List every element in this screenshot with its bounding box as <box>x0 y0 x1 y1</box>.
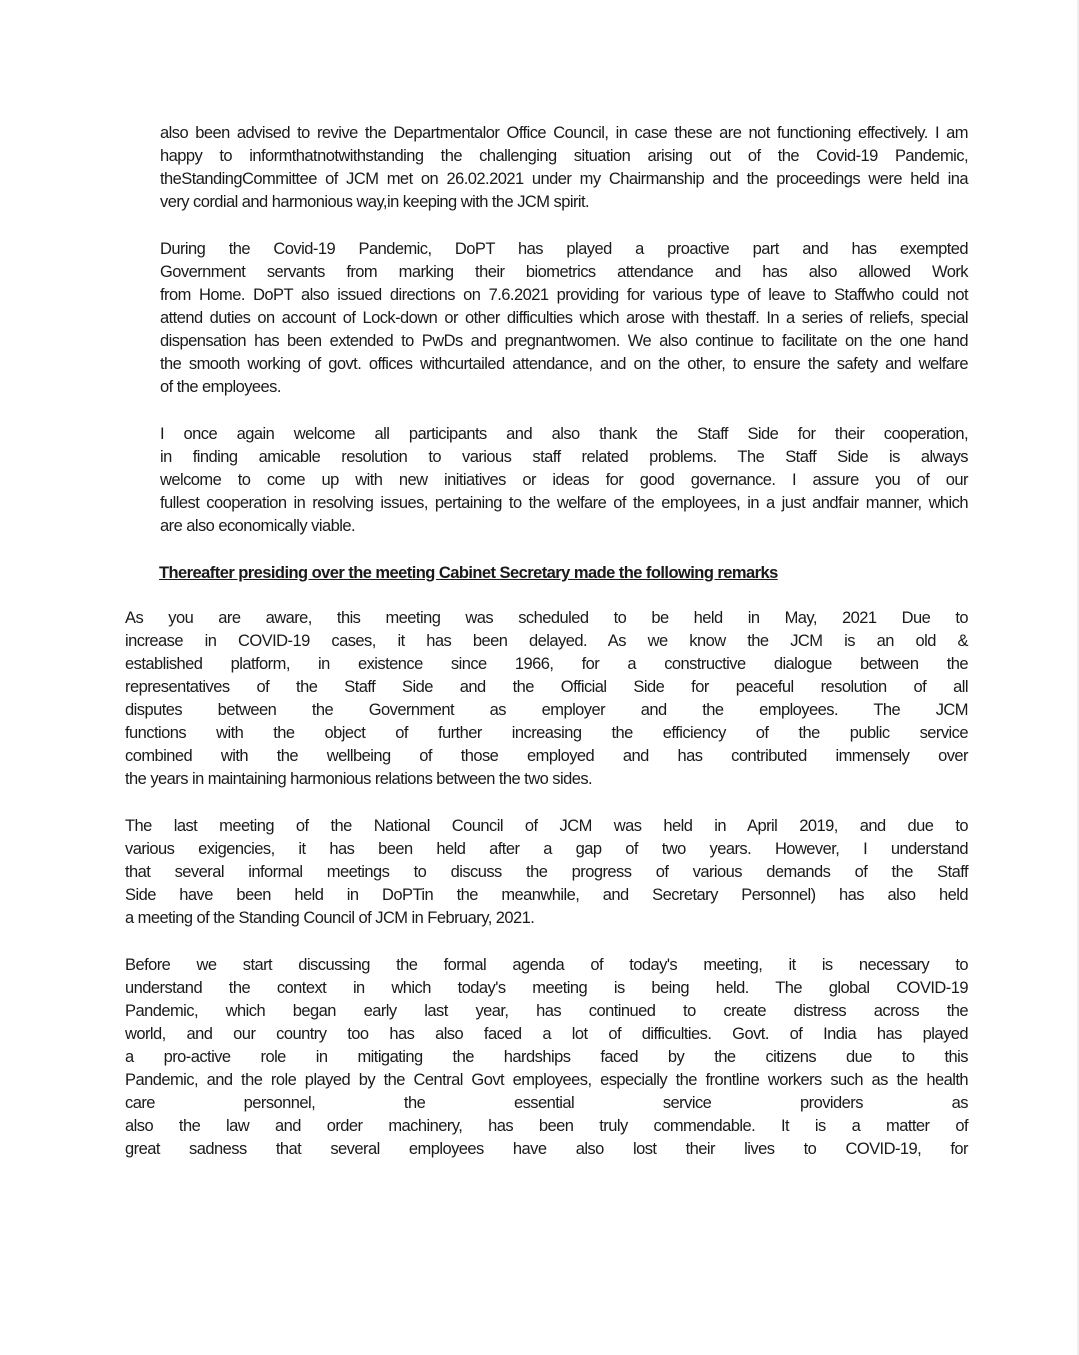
text-line: of the employees. <box>160 378 281 396</box>
text-line: During the Covid-19 Pandemic, DoPT has played a proactive part and has exempted <box>160 240 968 258</box>
text-line: dispensation has been extended to PwDs and pregnantwomen. We also continue to facilitate on the one hand <box>160 332 968 350</box>
text-line: combined with the wellbeing of those employed and has contributed immensely over <box>125 747 968 765</box>
text-line: are also economically viable. <box>160 517 355 535</box>
text-line: Before we start discussing the formal agenda of today's meeting, it is necessary to <box>125 956 968 974</box>
paragraph-dopt-covid-measures <box>160 238 968 399</box>
text-line: Government servants from marking their biometrics attendance and has also allowed Work <box>160 263 968 281</box>
text-line: great sadness that several employees have also lost their lives to COVID-19, for <box>125 1140 968 1158</box>
text-line: I once again welcome all participants and also thank the Staff Side for their cooperation, <box>160 425 968 443</box>
text-line: As you are aware, this meeting was scheduled to be held in May, 2021 Due to <box>125 609 968 627</box>
text-line: Pandemic, and the role played by the Central Govt employees, especially the frontline workers such as the health <box>125 1071 968 1089</box>
text-line: happy to informthatnotwithstanding the challenging situation arising out of the Covid-19 Pandemic, <box>160 147 968 165</box>
text-line: representatives of the Staff Side and the Official Side for peaceful resolution of all <box>125 678 968 696</box>
text-line: world, and our country too has also faced a lot of difficulties. Govt. of India has played <box>125 1025 968 1043</box>
text-line: various exigencies, it has been held after a gap of two years. However, I understand <box>125 840 968 858</box>
paragraph-meeting-schedule <box>125 607 968 791</box>
text-line: welcome to come up with new initiatives or ideas for good governance. I assure you of our <box>160 471 968 489</box>
text-line: Pandemic, which began early last year, has continued to create distress across the <box>125 1002 968 1020</box>
text-line: very cordial and harmonious way,in keeping with the JCM spirit. <box>160 193 590 211</box>
text-line: The last meeting of the National Council of JCM was held in April 2019, and due to <box>125 817 968 835</box>
text-line: attend duties on account of Lock-down or other difficulties which arose with thestaff. In a series of reliefs, special <box>160 309 968 327</box>
paragraph-covid-context <box>125 954 968 1161</box>
text-line: also the law and order machinery, has been truly commendable. It is a matter of <box>125 1117 968 1135</box>
text-line: functions with the object of further increasing the efficiency of the public service <box>125 724 968 742</box>
text-line: disputes between the Government as employer and the employees. The JCM <box>125 701 968 719</box>
text-line: increase in COVID-19 cases, it has been delayed. As we know the JCM is an old & <box>125 632 968 650</box>
section-heading: Thereafter presiding over the meeting Cabinet Secretary made the following remarks <box>159 564 778 582</box>
text-line: fullest cooperation in resolving issues, pertaining to the welfare of the employees, in a just andfair manner, which <box>160 494 968 512</box>
text-line: in finding amicable resolution to various staff related problems. The Staff Side is always <box>160 448 968 466</box>
text-line: understand the context in which today's meeting is being held. The global COVID-19 <box>125 979 968 997</box>
text-line: Side have been held in DoPTin the meanwhile, and Secretary Personnel) has also held <box>125 886 968 904</box>
text-line: established platform, in existence since 1966, for a constructive dialogue between the <box>125 655 968 673</box>
text-line: the years in maintaining harmonious relations between the two sides. <box>125 770 593 788</box>
text-line: a meeting of the Standing Council of JCM in February, 2021. <box>125 909 535 927</box>
paragraph-welcome <box>160 423 968 538</box>
text-line: that several informal meetings to discuss the progress of various demands of the Staff <box>125 863 968 881</box>
text-line: care personnel, the essential service providers as <box>125 1094 968 1112</box>
paragraph-last-meeting <box>125 815 968 930</box>
text-line: the smooth working of govt. offices withcurtailed attendance, and on the other, to ensure the safety and welfare <box>160 355 968 373</box>
text-line: a pro-active role in mitigating the hardships faced by the citizens due to this <box>125 1048 968 1066</box>
paragraph-council-revival <box>160 122 968 214</box>
text-line: also been advised to revive the Departmentalor Office Council, in case these are not functioning effectively. I am <box>160 124 968 142</box>
text-line: theStandingCommittee of JCM met on 26.02.2021 under my Chairmanship and the proceedings were held ina <box>160 170 968 188</box>
text-line: from Home. DoPT also issued directions on 7.6.2021 providing for various type of leave to Staffwho could not <box>160 286 968 304</box>
